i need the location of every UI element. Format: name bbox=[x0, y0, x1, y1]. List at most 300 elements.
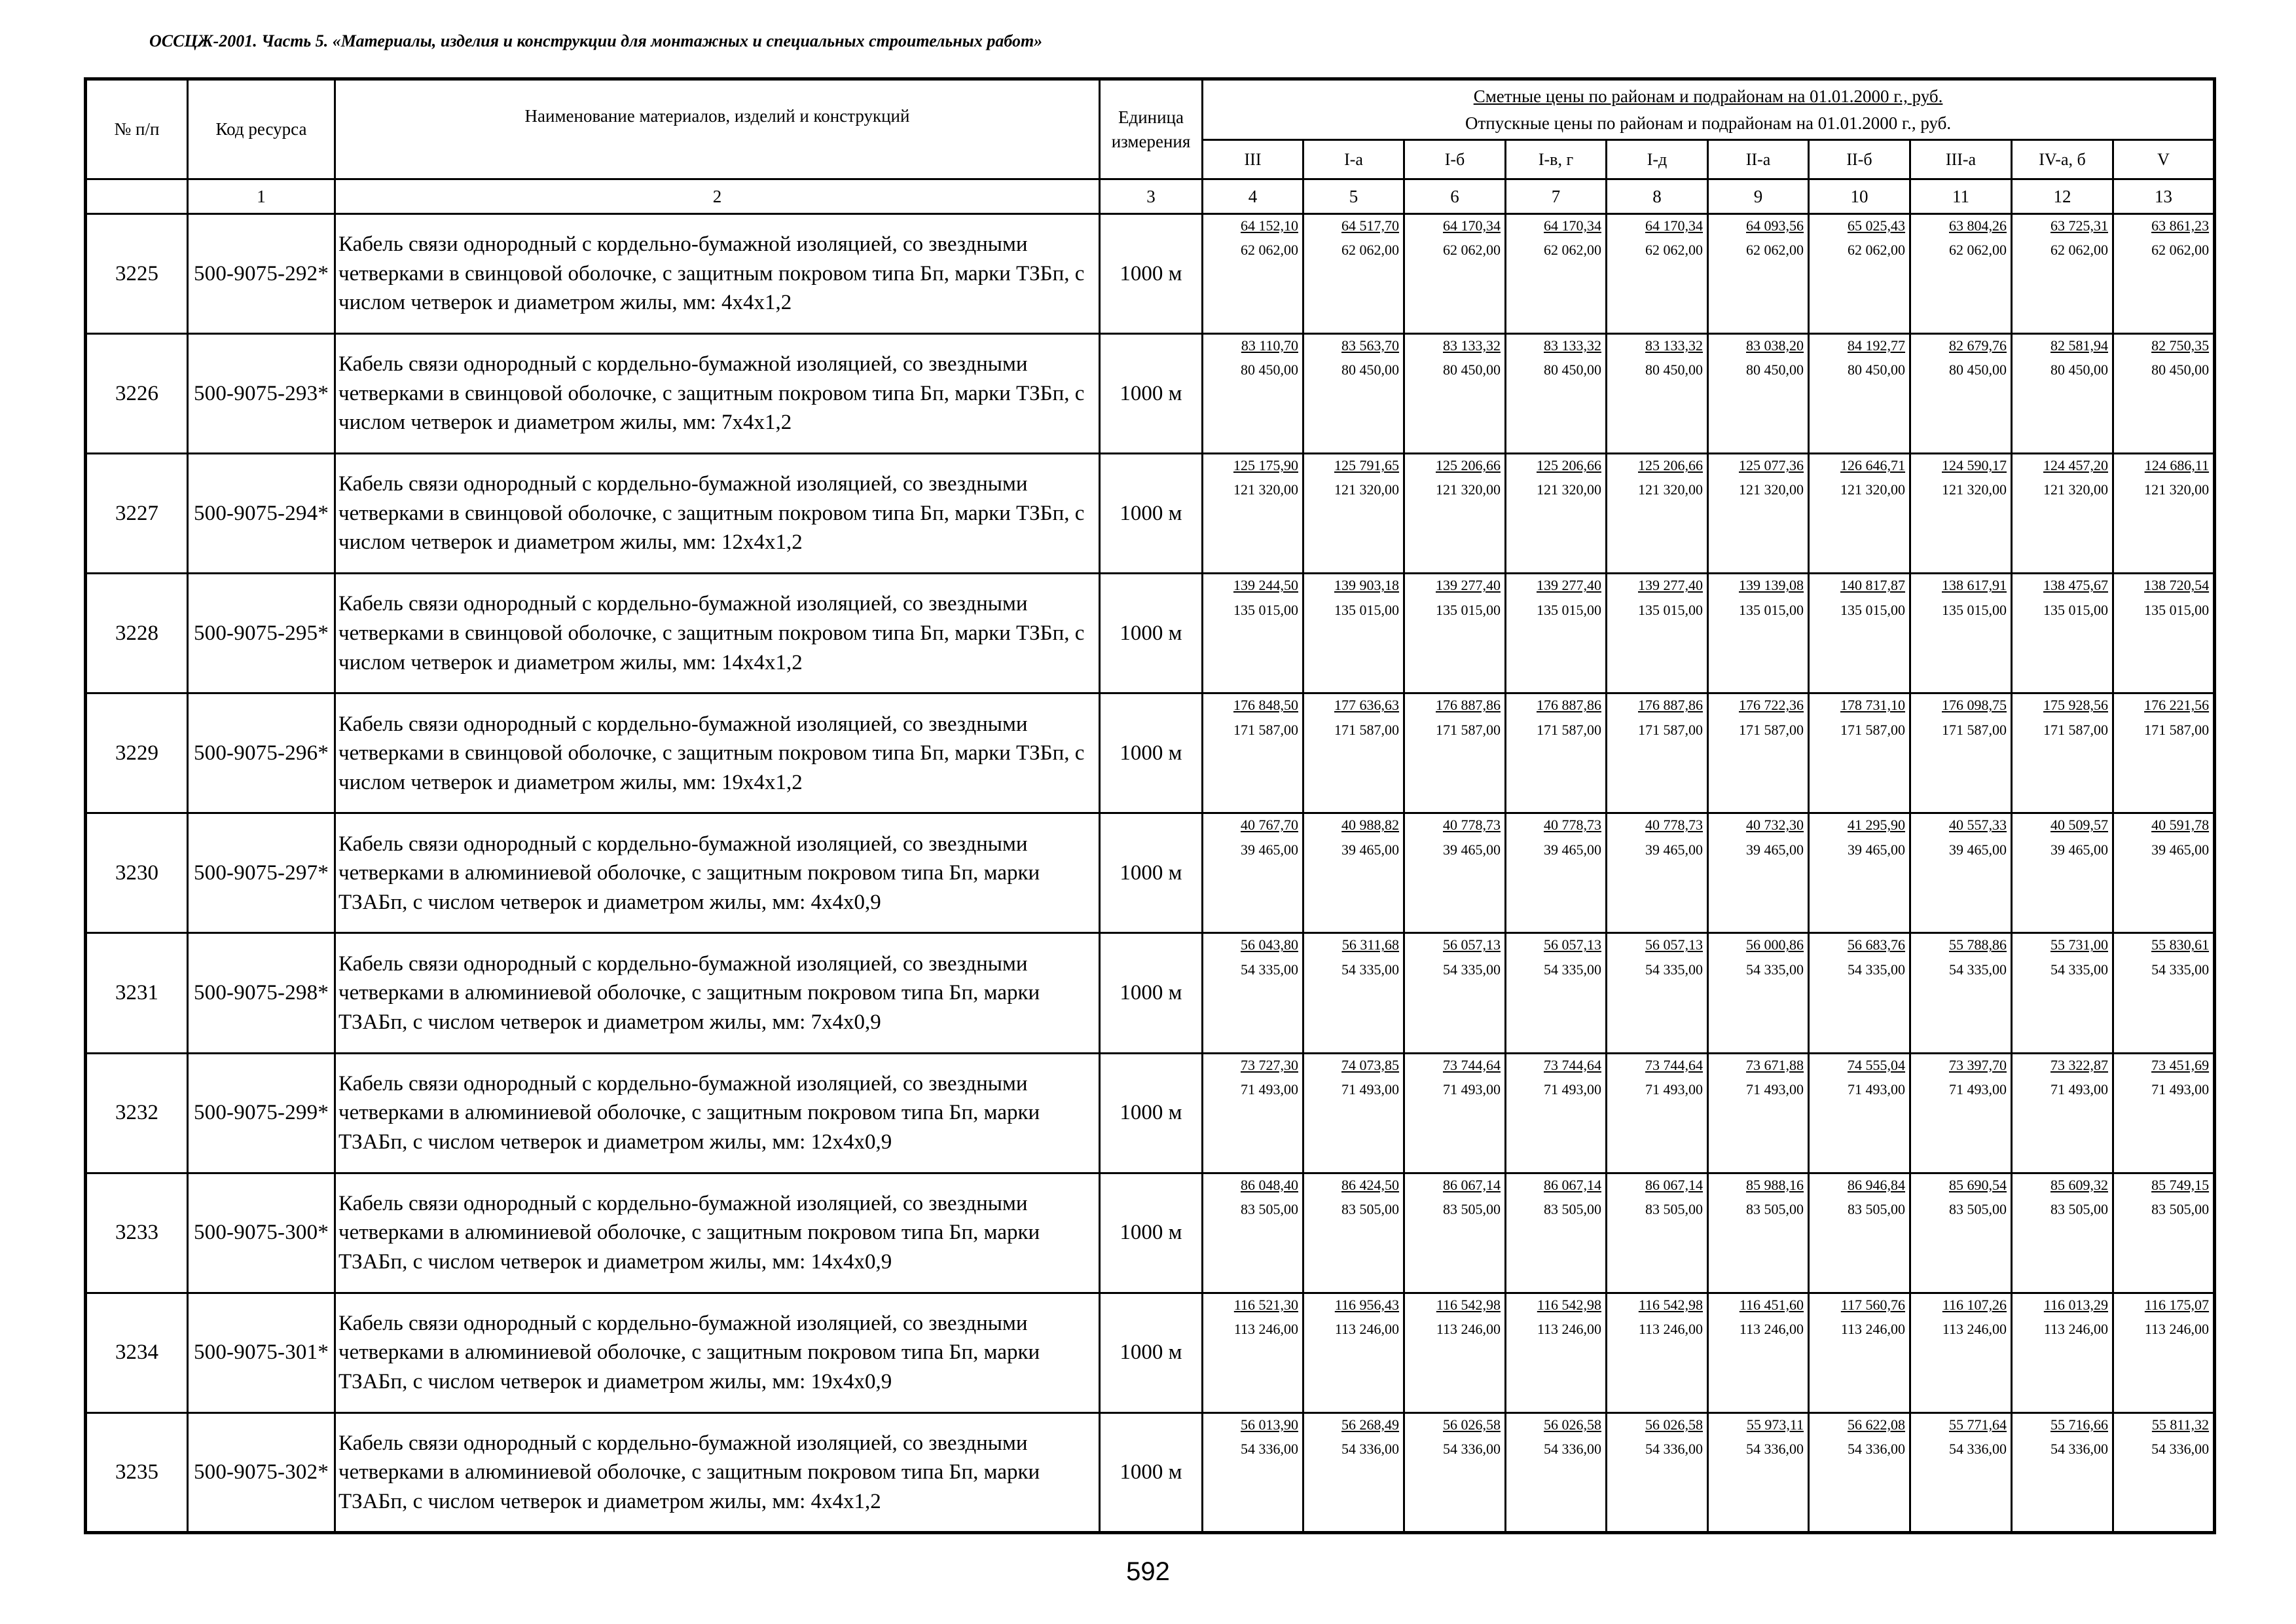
price-cell bbox=[1203, 1173, 1303, 1293]
price-cell bbox=[1809, 813, 1910, 933]
column-number bbox=[86, 179, 188, 214]
price-cell bbox=[1303, 1412, 1404, 1532]
release-price: 54 336,00 bbox=[1848, 1441, 1905, 1458]
price-cell bbox=[1809, 214, 1910, 334]
release-price: 54 335,00 bbox=[1341, 961, 1399, 978]
region-header: I-в, г bbox=[1506, 140, 1607, 179]
estimate-price: 73 322,87 bbox=[2050, 1056, 2108, 1073]
estimate-price: 116 451,60 bbox=[1739, 1296, 1804, 1313]
region-header: V bbox=[2113, 140, 2215, 179]
column-number: 6 bbox=[1404, 179, 1506, 214]
price-cell bbox=[1506, 1412, 1607, 1532]
row-number: 3233 bbox=[86, 1173, 188, 1293]
estimate-price: 176 887,86 bbox=[1436, 697, 1501, 714]
table-row bbox=[86, 334, 2215, 454]
estimate-price: 116 013,29 bbox=[2043, 1296, 2108, 1313]
price-cell bbox=[1607, 214, 1708, 334]
region-header: I-б bbox=[1404, 140, 1506, 179]
price-cell bbox=[2113, 813, 2215, 933]
release-price: 113 246,00 bbox=[2043, 1321, 2108, 1337]
release-price: 121 320,00 bbox=[1233, 481, 1298, 498]
price-cell bbox=[1506, 454, 1607, 574]
release-price: 121 320,00 bbox=[1334, 481, 1399, 498]
header-material-name: Наименование материалов, изделий и конструкций bbox=[335, 79, 1100, 179]
release-price: 113 246,00 bbox=[1233, 1321, 1298, 1337]
estimate-price: 125 791,65 bbox=[1334, 457, 1399, 474]
estimate-price: 124 457,20 bbox=[2043, 457, 2108, 474]
resource-code: 500-9075-294* bbox=[188, 454, 335, 574]
price-cell bbox=[1607, 574, 1708, 693]
release-price: 80 450,00 bbox=[1949, 361, 2007, 378]
estimate-price: 64 170,34 bbox=[1645, 217, 1703, 234]
price-cell bbox=[2113, 1412, 2215, 1532]
release-price: 71 493,00 bbox=[1645, 1080, 1703, 1098]
release-price: 71 493,00 bbox=[1544, 1080, 1601, 1098]
release-price: 113 246,00 bbox=[1537, 1321, 1601, 1337]
release-price: 135 015,00 bbox=[2043, 601, 2108, 618]
table-row bbox=[86, 1173, 2215, 1293]
resource-code: 500-9075-302* bbox=[188, 1412, 335, 1532]
estimate-price: 85 749,15 bbox=[2151, 1176, 2210, 1193]
release-price: 80 450,00 bbox=[1341, 361, 1399, 378]
estimate-price: 40 778,73 bbox=[1443, 817, 1501, 834]
release-price: 71 493,00 bbox=[1241, 1080, 1298, 1098]
estimate-price: 55 811,32 bbox=[2151, 1416, 2210, 1433]
table-row bbox=[86, 1053, 2215, 1173]
price-cell bbox=[1809, 1053, 1910, 1173]
release-price: 83 505,00 bbox=[1544, 1200, 1601, 1217]
resource-code: 500-9075-293* bbox=[188, 334, 335, 454]
price-cell bbox=[2113, 1293, 2215, 1412]
price-cell bbox=[1404, 1053, 1506, 1173]
column-number: 13 bbox=[2113, 179, 2215, 214]
unit-of-measure: 1000 м bbox=[1100, 1293, 1203, 1412]
price-cell bbox=[1910, 693, 2012, 813]
region-header: III bbox=[1203, 140, 1303, 179]
estimate-price: 40 732,30 bbox=[1746, 817, 1804, 834]
estimate-price: 117 560,76 bbox=[1840, 1296, 1905, 1313]
release-price: 83 505,00 bbox=[2151, 1200, 2210, 1217]
price-cell bbox=[2113, 574, 2215, 693]
estimate-price: 139 277,40 bbox=[1638, 577, 1703, 594]
release-price: 171 587,00 bbox=[1840, 721, 1905, 738]
material-name: Кабель связи однородный с кордельно-бумажной изоляцией, со звездными четверками в свинцовой оболочке, с защитным покровом типа Бп, марки ТЗБп, с числом четверок и диаметром жилы, мм: 12х4х1,2 bbox=[335, 454, 1100, 574]
estimate-price: 40 557,33 bbox=[1949, 817, 2007, 834]
release-price: 121 320,00 bbox=[1537, 481, 1601, 498]
release-price: 83 505,00 bbox=[1848, 1200, 1905, 1217]
release-price: 62 062,00 bbox=[1746, 242, 1804, 259]
price-cell bbox=[1404, 693, 1506, 813]
release-price: 83 505,00 bbox=[1443, 1200, 1501, 1217]
release-price: 135 015,00 bbox=[1334, 601, 1399, 618]
price-cell bbox=[1809, 334, 1910, 454]
price-cell bbox=[1809, 693, 1910, 813]
unit-of-measure: 1000 м bbox=[1100, 574, 1203, 693]
estimate-price: 138 720,54 bbox=[2144, 577, 2210, 594]
estimate-price: 175 928,56 bbox=[2043, 697, 2108, 714]
estimate-price: 56 026,58 bbox=[1544, 1416, 1601, 1433]
material-name: Кабель связи однородный с кордельно-бумажной изоляцией, со звездными четверками в свинцовой оболочке, с защитным покровом типа Бп, марки ТЗБп, с числом четверок и диаметром жилы, мм: 14х4х1,2 bbox=[335, 574, 1100, 693]
price-table bbox=[84, 77, 2216, 1534]
release-price: 121 320,00 bbox=[1638, 481, 1703, 498]
price-cell bbox=[1203, 693, 1303, 813]
price-cell bbox=[1910, 334, 2012, 454]
estimate-price: 85 609,32 bbox=[2050, 1176, 2108, 1193]
estimate-price: 176 848,50 bbox=[1233, 697, 1298, 714]
estimate-price: 124 590,17 bbox=[1942, 457, 2007, 474]
price-cell bbox=[1506, 1053, 1607, 1173]
material-name: Кабель связи однородный с кордельно-бумажной изоляцией, со звездными четверками в алюминиевой оболочке, с защитным покровом типа Бп, марки ТЗАБп, с числом четверок и диаметром жилы, мм: 12х4х0,9 bbox=[335, 1053, 1100, 1173]
document-header: ОССЦЖ-2001. Часть 5. «Материалы, изделия и конструкции для монтажных и специальных строительных работ» bbox=[149, 31, 1043, 50]
unit-of-measure: 1000 м bbox=[1100, 813, 1203, 933]
price-cell bbox=[1404, 454, 1506, 574]
price-cell bbox=[1404, 813, 1506, 933]
price-cell bbox=[2012, 574, 2113, 693]
material-name: Кабель связи однородный с кордельно-бумажной изоляцией, со звездными четверками в свинцовой оболочке, с защитным покровом типа Бп, марки ТЗБп, с числом четверок и диаметром жилы, мм: 19х4х1,2 bbox=[335, 693, 1100, 813]
release-price: 135 015,00 bbox=[1233, 601, 1298, 618]
price-cell bbox=[1506, 214, 1607, 334]
release-price: 135 015,00 bbox=[1638, 601, 1703, 618]
row-number: 3235 bbox=[86, 1412, 188, 1532]
row-number: 3234 bbox=[86, 1293, 188, 1412]
price-cell bbox=[2012, 1053, 2113, 1173]
estimate-price: 116 542,98 bbox=[1638, 1296, 1703, 1313]
material-name: Кабель связи однородный с кордельно-бумажной изоляцией, со звездными четверками в свинцовой оболочке, с защитным покровом типа Бп, марки ТЗБп, с числом четверок и диаметром жилы, мм: 4х4х1,2 bbox=[335, 214, 1100, 334]
estimate-price: 83 563,70 bbox=[1341, 337, 1399, 354]
release-price: 39 465,00 bbox=[1848, 841, 1905, 858]
price-cell bbox=[1708, 933, 1809, 1053]
release-price: 54 336,00 bbox=[1949, 1441, 2007, 1458]
release-price: 135 015,00 bbox=[2144, 601, 2210, 618]
release-price: 83 505,00 bbox=[1241, 1200, 1298, 1217]
column-number: 11 bbox=[1910, 179, 2012, 214]
column-number: 8 bbox=[1607, 179, 1708, 214]
release-price: 171 587,00 bbox=[1942, 721, 2007, 738]
estimate-price: 74 073,85 bbox=[1341, 1056, 1399, 1073]
estimate-price: 84 192,77 bbox=[1848, 337, 1905, 354]
estimate-price: 56 043,80 bbox=[1241, 936, 1298, 953]
resource-code: 500-9075-295* bbox=[188, 574, 335, 693]
price-cell bbox=[1708, 334, 1809, 454]
release-price: 54 336,00 bbox=[2151, 1441, 2210, 1458]
estimate-price: 55 973,11 bbox=[1746, 1416, 1804, 1433]
estimate-price: 64 152,10 bbox=[1241, 217, 1298, 234]
estimate-price: 73 671,88 bbox=[1746, 1056, 1804, 1073]
price-cell bbox=[2113, 1053, 2215, 1173]
price-cell bbox=[1910, 1412, 2012, 1532]
release-price: 54 335,00 bbox=[1848, 961, 1905, 978]
resource-code: 500-9075-297* bbox=[188, 813, 335, 933]
estimate-price: 56 026,58 bbox=[1443, 1416, 1501, 1433]
price-cell bbox=[2012, 1293, 2113, 1412]
price-cell bbox=[1506, 1173, 1607, 1293]
price-cell bbox=[1203, 334, 1303, 454]
estimate-price: 125 077,36 bbox=[1739, 457, 1804, 474]
price-cell bbox=[1708, 1293, 1809, 1412]
page-number: 592 bbox=[1126, 1557, 1170, 1586]
release-price: 71 493,00 bbox=[1746, 1080, 1804, 1098]
price-cell bbox=[2012, 933, 2113, 1053]
price-cell bbox=[2012, 1173, 2113, 1293]
price-cell bbox=[1910, 933, 2012, 1053]
price-cell bbox=[2113, 454, 2215, 574]
table-row bbox=[86, 813, 2215, 933]
release-price: 54 335,00 bbox=[1544, 961, 1601, 978]
price-cell bbox=[1303, 1293, 1404, 1412]
region-header: III-а bbox=[1910, 140, 2012, 179]
estimate-price: 116 542,98 bbox=[1436, 1296, 1501, 1313]
estimate-price: 86 946,84 bbox=[1848, 1176, 1905, 1193]
release-price: 113 246,00 bbox=[1942, 1321, 2007, 1337]
price-cell bbox=[1708, 454, 1809, 574]
header-row-number: № п/п bbox=[86, 79, 188, 179]
release-price: 54 335,00 bbox=[1746, 961, 1804, 978]
price-cell bbox=[1303, 693, 1404, 813]
estimate-price: 83 133,32 bbox=[1544, 337, 1601, 354]
column-number: 4 bbox=[1203, 179, 1303, 214]
unit-of-measure: 1000 м bbox=[1100, 454, 1203, 574]
release-price: 121 320,00 bbox=[2144, 481, 2210, 498]
price-cell bbox=[1303, 574, 1404, 693]
header-release-prices: Отпускные цены по районам и подрайонам на 01.01.2000 г., руб. bbox=[1465, 113, 1952, 133]
row-number: 3228 bbox=[86, 574, 188, 693]
estimate-price: 176 887,86 bbox=[1638, 697, 1703, 714]
release-price: 71 493,00 bbox=[1949, 1080, 2007, 1098]
header-prices bbox=[1203, 79, 2215, 140]
release-price: 83 505,00 bbox=[2050, 1200, 2108, 1217]
release-price: 80 450,00 bbox=[1443, 361, 1501, 378]
estimate-price: 55 788,86 bbox=[1949, 936, 2007, 953]
release-price: 54 336,00 bbox=[1241, 1441, 1298, 1458]
price-cell bbox=[1708, 1412, 1809, 1532]
release-price: 62 062,00 bbox=[1241, 242, 1298, 259]
resource-code: 500-9075-292* bbox=[188, 214, 335, 334]
column-number: 12 bbox=[2012, 179, 2113, 214]
release-price: 121 320,00 bbox=[2043, 481, 2108, 498]
estimate-price: 124 686,11 bbox=[2144, 457, 2210, 474]
estimate-price: 116 956,43 bbox=[1334, 1296, 1399, 1313]
estimate-price: 139 139,08 bbox=[1739, 577, 1804, 594]
release-price: 135 015,00 bbox=[1537, 601, 1601, 618]
estimate-price: 73 744,64 bbox=[1645, 1056, 1703, 1073]
price-cell bbox=[2012, 813, 2113, 933]
price-cell bbox=[1607, 1053, 1708, 1173]
release-price: 83 505,00 bbox=[1746, 1200, 1804, 1217]
estimate-price: 73 744,64 bbox=[1544, 1056, 1601, 1073]
estimate-price: 85 690,54 bbox=[1949, 1176, 2007, 1193]
price-cell bbox=[2012, 214, 2113, 334]
material-name: Кабель связи однородный с кордельно-бумажной изоляцией, со звездными четверками в алюминиевой оболочке, с защитным покровом типа Бп, марки ТЗАБп, с числом четверок и диаметром жилы, мм: 4х4х1,2 bbox=[335, 1412, 1100, 1532]
release-price: 171 587,00 bbox=[2144, 721, 2210, 738]
release-price: 71 493,00 bbox=[2151, 1080, 2210, 1098]
unit-of-measure: 1000 м bbox=[1100, 933, 1203, 1053]
release-price: 113 246,00 bbox=[1739, 1321, 1804, 1337]
release-price: 80 450,00 bbox=[1746, 361, 1804, 378]
release-price: 71 493,00 bbox=[2050, 1080, 2108, 1098]
row-number: 3231 bbox=[86, 933, 188, 1053]
estimate-price: 83 133,32 bbox=[1645, 337, 1703, 354]
estimate-price: 63 725,31 bbox=[2050, 217, 2108, 234]
release-price: 80 450,00 bbox=[1848, 361, 1905, 378]
estimate-price: 56 311,68 bbox=[1341, 936, 1399, 953]
release-price: 113 246,00 bbox=[1638, 1321, 1703, 1337]
release-price: 171 587,00 bbox=[1537, 721, 1601, 738]
release-price: 135 015,00 bbox=[1739, 601, 1804, 618]
row-number: 3227 bbox=[86, 454, 188, 574]
resource-code: 500-9075-298* bbox=[188, 933, 335, 1053]
price-cell bbox=[1203, 1053, 1303, 1173]
header-unit: Единица измерения bbox=[1100, 79, 1203, 179]
price-cell bbox=[1404, 574, 1506, 693]
price-cell bbox=[1506, 693, 1607, 813]
resource-code: 500-9075-296* bbox=[188, 693, 335, 813]
estimate-price: 73 397,70 bbox=[1949, 1056, 2007, 1073]
price-cell bbox=[1404, 1173, 1506, 1293]
estimate-price: 56 013,90 bbox=[1241, 1416, 1298, 1433]
price-cell bbox=[1809, 933, 1910, 1053]
price-cell bbox=[1607, 1293, 1708, 1412]
resource-code: 500-9075-301* bbox=[188, 1293, 335, 1412]
estimate-price: 40 591,78 bbox=[2151, 817, 2210, 834]
table-row bbox=[86, 1412, 2215, 1532]
price-cell bbox=[1910, 1293, 2012, 1412]
release-price: 54 336,00 bbox=[2050, 1441, 2108, 1458]
estimate-price: 116 521,30 bbox=[1233, 1296, 1298, 1313]
release-price: 135 015,00 bbox=[1840, 601, 1905, 618]
unit-of-measure: 1000 м bbox=[1100, 1053, 1203, 1173]
estimate-price: 55 731,00 bbox=[2050, 936, 2108, 953]
estimate-price: 40 767,70 bbox=[1241, 817, 1298, 834]
column-number: 3 bbox=[1100, 179, 1203, 214]
price-cell bbox=[1708, 1173, 1809, 1293]
price-cell bbox=[1303, 813, 1404, 933]
price-cell bbox=[2012, 693, 2113, 813]
price-cell bbox=[1910, 1053, 2012, 1173]
estimate-price: 56 057,13 bbox=[1443, 936, 1501, 953]
release-price: 135 015,00 bbox=[1942, 601, 2007, 618]
estimate-price: 138 475,67 bbox=[2043, 577, 2108, 594]
release-price: 54 335,00 bbox=[2050, 961, 2108, 978]
estimate-price: 56 057,13 bbox=[1544, 936, 1601, 953]
table-row bbox=[86, 454, 2215, 574]
release-price: 54 335,00 bbox=[1241, 961, 1298, 978]
release-price: 54 336,00 bbox=[1443, 1441, 1501, 1458]
estimate-price: 56 026,58 bbox=[1645, 1416, 1703, 1433]
estimate-price: 63 861,23 bbox=[2151, 217, 2210, 234]
estimate-price: 176 887,86 bbox=[1537, 697, 1601, 714]
price-cell bbox=[1404, 933, 1506, 1053]
estimate-price: 73 744,64 bbox=[1443, 1056, 1501, 1073]
release-price: 171 587,00 bbox=[1233, 721, 1298, 738]
price-cell bbox=[2012, 454, 2113, 574]
release-price: 39 465,00 bbox=[1241, 841, 1298, 858]
release-price: 62 062,00 bbox=[1848, 242, 1905, 259]
estimate-price: 86 067,14 bbox=[1544, 1176, 1601, 1193]
release-price: 171 587,00 bbox=[1638, 721, 1703, 738]
estimate-price: 55 716,66 bbox=[2050, 1416, 2108, 1433]
release-price: 39 465,00 bbox=[1443, 841, 1501, 858]
estimate-price: 73 727,30 bbox=[1241, 1056, 1298, 1073]
price-cell bbox=[1607, 1412, 1708, 1532]
estimate-price: 116 107,26 bbox=[1942, 1296, 2007, 1313]
price-cell bbox=[2012, 334, 2113, 454]
estimate-price: 40 988,82 bbox=[1341, 817, 1399, 834]
price-cell bbox=[1607, 933, 1708, 1053]
table-body bbox=[86, 214, 2215, 1533]
estimate-price: 63 804,26 bbox=[1949, 217, 2007, 234]
release-price: 39 465,00 bbox=[1645, 841, 1703, 858]
price-cell bbox=[1303, 454, 1404, 574]
price-cell bbox=[1708, 693, 1809, 813]
price-cell bbox=[1506, 574, 1607, 693]
release-price: 62 062,00 bbox=[1949, 242, 2007, 259]
estimate-price: 83 038,20 bbox=[1746, 337, 1804, 354]
release-price: 62 062,00 bbox=[2050, 242, 2108, 259]
price-cell bbox=[1404, 1412, 1506, 1532]
price-cell bbox=[1708, 214, 1809, 334]
release-price: 121 320,00 bbox=[1739, 481, 1804, 498]
estimate-price: 140 817,87 bbox=[1840, 577, 1905, 594]
row-number: 3226 bbox=[86, 334, 188, 454]
unit-of-measure: 1000 м bbox=[1100, 214, 1203, 334]
estimate-price: 74 555,04 bbox=[1848, 1056, 1905, 1073]
estimate-price: 55 830,61 bbox=[2151, 936, 2210, 953]
column-number: 10 bbox=[1809, 179, 1910, 214]
estimate-price: 56 000,86 bbox=[1746, 936, 1804, 953]
price-cell bbox=[1203, 214, 1303, 334]
estimate-price: 125 175,90 bbox=[1233, 457, 1298, 474]
price-cell bbox=[1506, 1293, 1607, 1412]
estimate-price: 82 750,35 bbox=[2151, 337, 2210, 354]
release-price: 71 493,00 bbox=[1341, 1080, 1399, 1098]
release-price: 171 587,00 bbox=[1334, 721, 1399, 738]
price-cell bbox=[1708, 813, 1809, 933]
release-price: 71 493,00 bbox=[1443, 1080, 1501, 1098]
price-cell bbox=[1607, 813, 1708, 933]
release-price: 171 587,00 bbox=[1739, 721, 1804, 738]
price-cell bbox=[1607, 1173, 1708, 1293]
estimate-price: 125 206,66 bbox=[1436, 457, 1501, 474]
release-price: 54 335,00 bbox=[2151, 961, 2210, 978]
material-name: Кабель связи однородный с кордельно-бумажной изоляцией, со звездными четверками в алюминиевой оболочке, с защитным покровом типа Бп, марки ТЗАБп, с числом четверок и диаметром жилы, мм: 7х4х0,9 bbox=[335, 933, 1100, 1053]
estimate-price: 125 206,66 bbox=[1638, 457, 1703, 474]
release-price: 83 505,00 bbox=[1341, 1200, 1399, 1217]
header-resource-code: Код ресурса bbox=[188, 79, 335, 179]
price-cell bbox=[2113, 334, 2215, 454]
release-price: 135 015,00 bbox=[1436, 601, 1501, 618]
column-number: 1 bbox=[188, 179, 335, 214]
price-cell bbox=[1203, 933, 1303, 1053]
estimate-price: 82 581,94 bbox=[2050, 337, 2108, 354]
price-cell bbox=[1910, 1173, 2012, 1293]
estimate-price: 126 646,71 bbox=[1840, 457, 1905, 474]
release-price: 54 335,00 bbox=[1443, 961, 1501, 978]
release-price: 80 450,00 bbox=[1544, 361, 1601, 378]
estimate-price: 41 295,90 bbox=[1848, 817, 1905, 834]
price-cell bbox=[1303, 1173, 1404, 1293]
price-cell bbox=[1303, 1053, 1404, 1173]
release-price: 62 062,00 bbox=[1544, 242, 1601, 259]
release-price: 113 246,00 bbox=[1436, 1321, 1501, 1337]
release-price: 121 320,00 bbox=[1840, 481, 1905, 498]
column-number: 5 bbox=[1303, 179, 1404, 214]
price-cell bbox=[2113, 933, 2215, 1053]
estimate-price: 139 277,40 bbox=[1537, 577, 1601, 594]
estimate-price: 64 093,56 bbox=[1746, 217, 1804, 234]
release-price: 113 246,00 bbox=[2144, 1321, 2210, 1337]
release-price: 39 465,00 bbox=[2151, 841, 2210, 858]
estimate-price: 176 722,36 bbox=[1739, 697, 1804, 714]
